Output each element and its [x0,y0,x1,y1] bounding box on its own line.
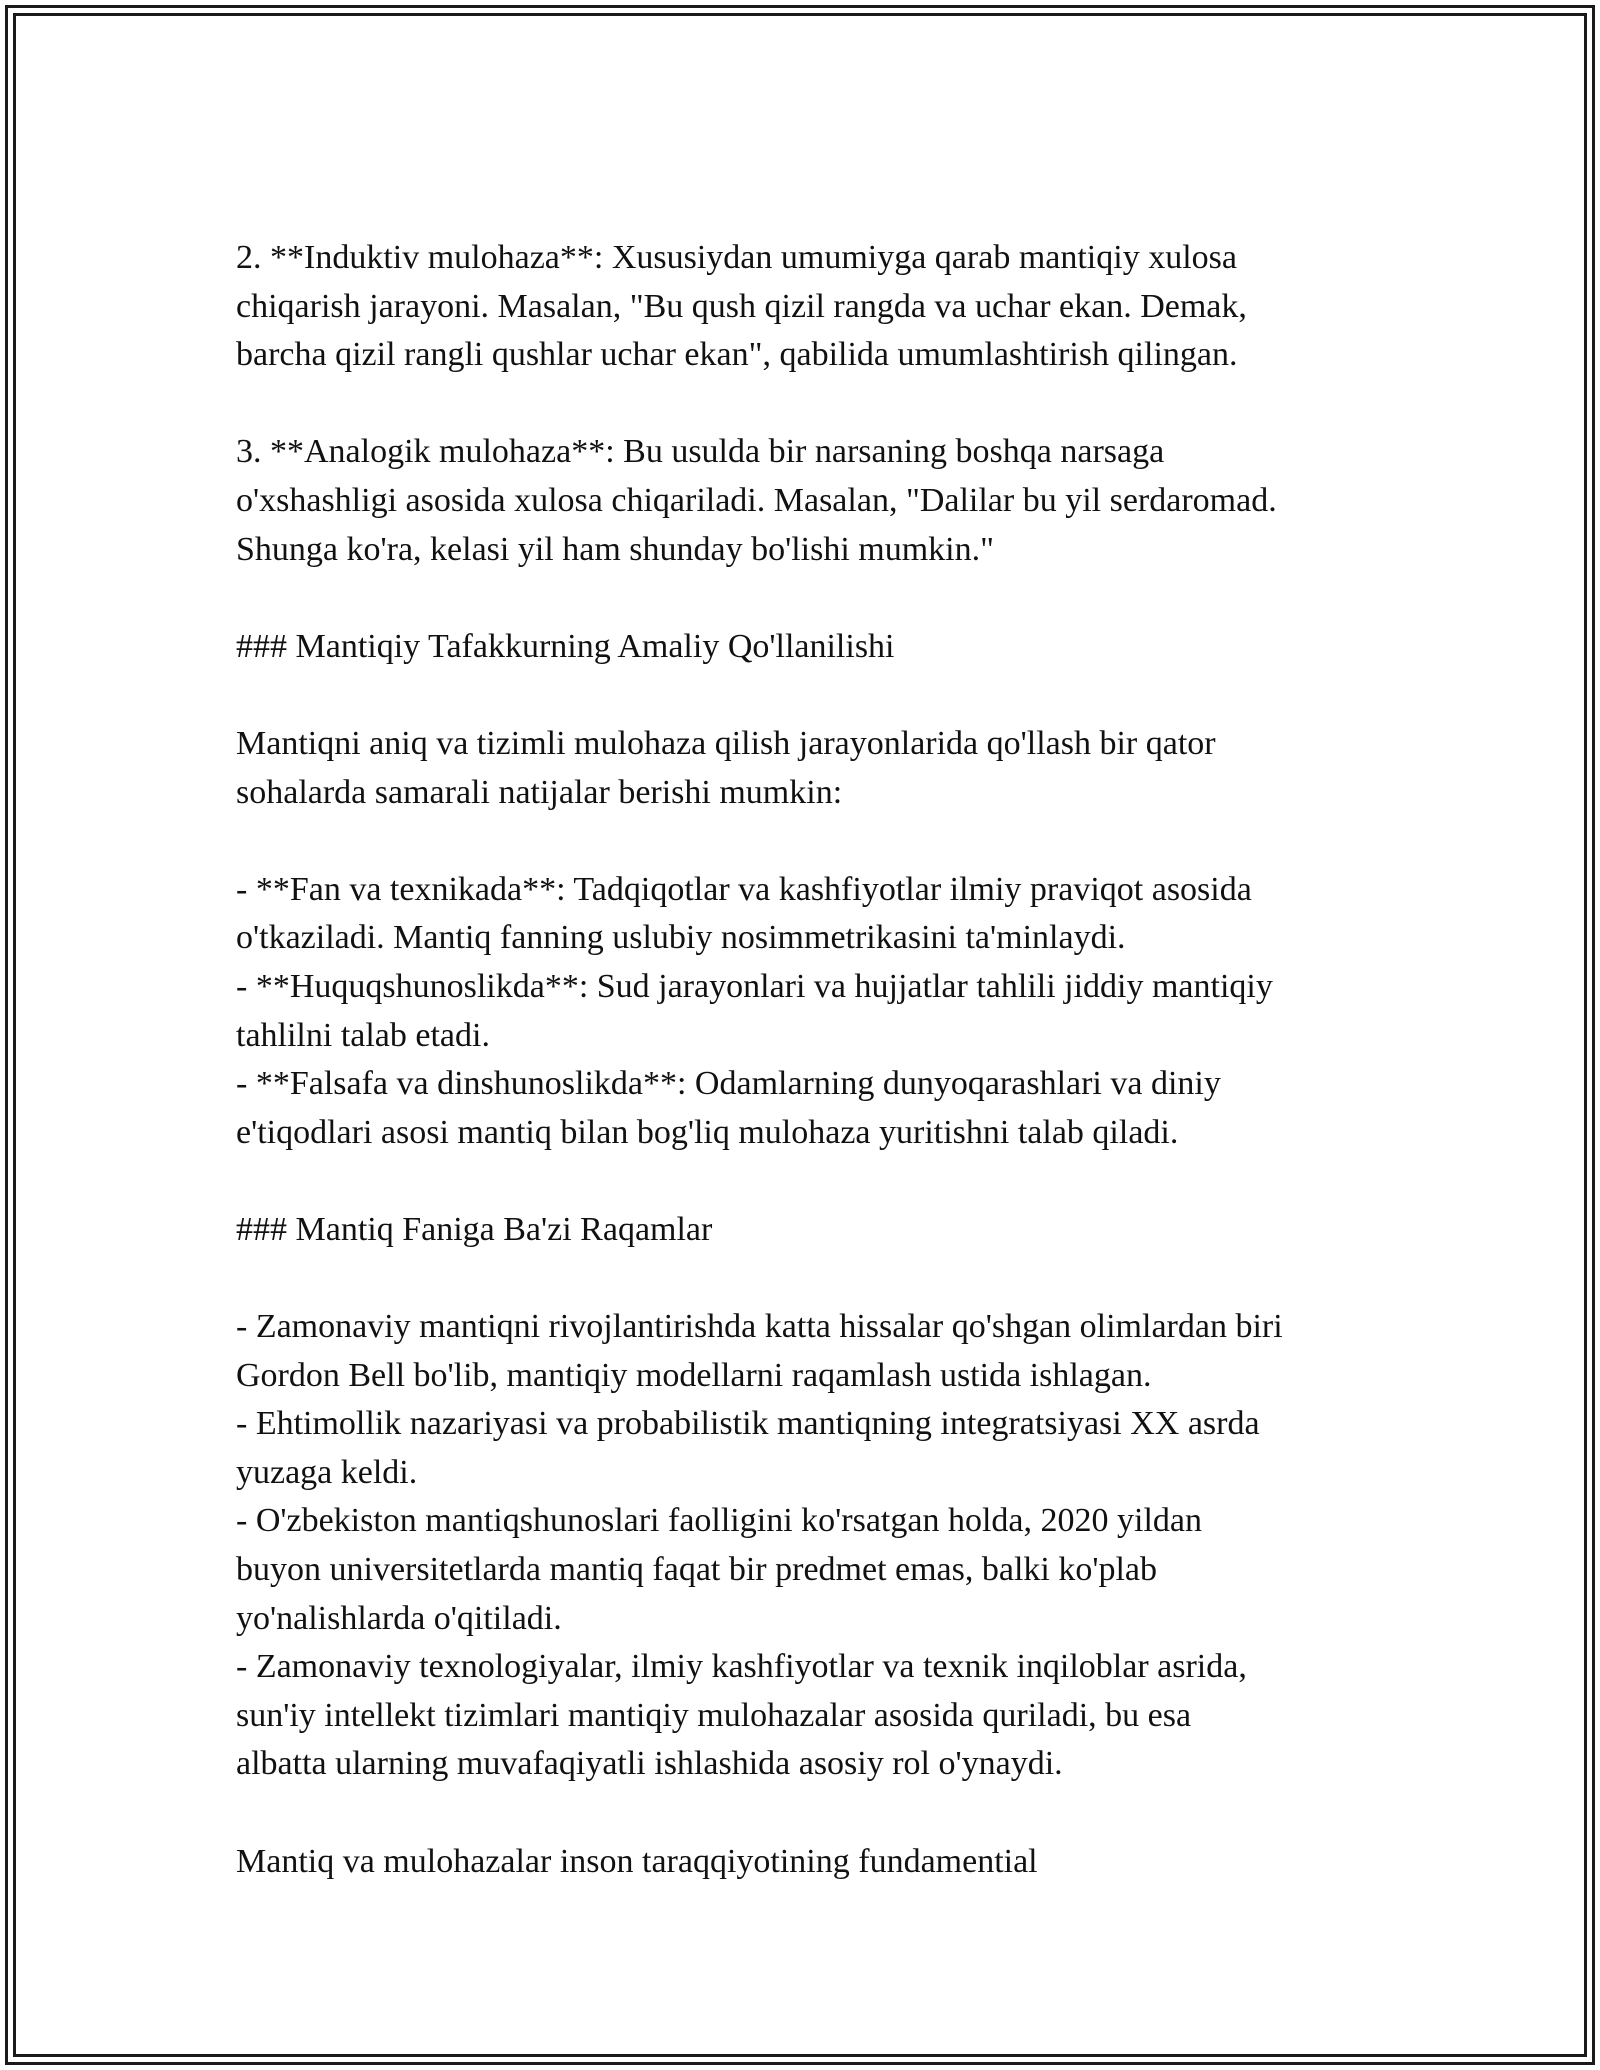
list-item-continuation: o'tkaziladi. Mantiq fanning uslubiy nosimmetrikasini ta'minlaydi. [236,919,1126,957]
list-practical-fields [236,866,1376,1158]
text-line: Mantiqni aniq va tizimli mulohaza qilish jarayonlarida qo'llash bir qator [236,724,1216,762]
document-body [236,234,1376,1886]
paragraph-spacer [236,1789,1376,1838]
list-item-continuation: e'tiqodlari asosi mantiq bilan bog'liq mulohaza yuritishni talab qiladi. [236,1113,1179,1151]
list-item: - **Huquqshunoslikda**: Sud jarayonlari va hujjatlar tahlili jiddiy mantiqiy [236,967,1273,1005]
list-logic-facts [236,1303,1376,1789]
heading-practical-application: ### Mantiqiy Tafakkurning Amaliy Qo'llanilishi [236,627,895,665]
list-item-continuation: buyon universitetlarda mantiq faqat bir predmet emas, balki ko'plab [236,1551,1158,1589]
list-item: - **Fan va texnikada**: Tadqiqotlar va kashfiyotlar ilmiy praviqot asosida [236,870,1252,908]
text-line: 3. **Analogik mulohaza**: Bu usulda bir narsaning boshqa narsaga [236,433,1165,471]
paragraph-inductive-reasoning [236,234,1376,380]
list-item-continuation: albatta ularning muvafaqiyatli ishlashida asosiy rol o'ynaydi. [236,1745,1063,1783]
list-item: - **Falsafa va dinshunoslikda**: Odamlarning dunyoqarashlari va diniy [236,1065,1221,1103]
paragraph-analogical-reasoning [236,428,1376,574]
list-item-continuation: tahlilni talab etadi. [236,1016,490,1054]
paragraph-practical-intro [236,720,1376,817]
list-item-continuation: yuzaga keldi. [236,1453,418,1491]
paragraph-closing: Mantiq va mulohazalar inson taraqqiyotining fundamential [236,1842,1038,1880]
text-line: 2. **Induktiv mulohaza**: Xususiydan umumiyga qarab mantiqiy xulosa [236,239,1237,276]
paragraph-spacer [236,380,1376,429]
list-item-continuation: yo'nalishlarda o'qitiladi. [236,1599,562,1637]
paragraph-spacer [236,1157,1376,1206]
list-item: - Ehtimollik nazariyasi va probabilistik mantiqning integratsiyasi XX asrda [236,1405,1260,1443]
paragraph-spacer [236,817,1376,866]
paragraph-spacer [236,1254,1376,1303]
text-line: Shunga ko'ra, kelasi yil ham shunday bo'lishi mumkin." [236,530,995,568]
paragraph-spacer [236,671,1376,720]
paragraph-spacer [236,574,1376,623]
list-item-continuation: sun'iy intellekt tizimlari mantiqiy mulohazalar asosida quriladi, bu esa [236,1696,1192,1734]
list-item: - O'zbekiston mantiqshunoslari faolligini ko'rsatgan holda, 2020 yildan [236,1502,1202,1540]
text-line: chiqarish jarayoni. Masalan, "Bu qush qizil rangda va uchar ekan. Demak, [236,287,1247,325]
list-item-continuation: Gordon Bell bo'lib, mantiqiy modellarni raqamlash ustida ishlagan. [236,1356,1152,1394]
list-item: - Zamonaviy texnologiyalar, ilmiy kashfiyotlar va texnik inqiloblar asrida, [236,1648,1247,1686]
heading-logic-numbers: ### Mantiq Faniga Ba'zi Raqamlar [236,1210,713,1248]
text-line: sohalarda samarali natijalar berishi mumkin: [236,773,843,811]
list-item: - Zamonaviy mantiqni rivojlantirishda katta hissalar qo'shgan olimlardan biri [236,1308,1283,1346]
text-line: barcha qizil rangli qushlar uchar ekan", qabilida umumlashtirish qilingan. [236,336,1238,374]
text-line: o'xshashligi asosida xulosa chiqariladi. Masalan, "Dalilar bu yil serdaromad. [236,481,1277,519]
